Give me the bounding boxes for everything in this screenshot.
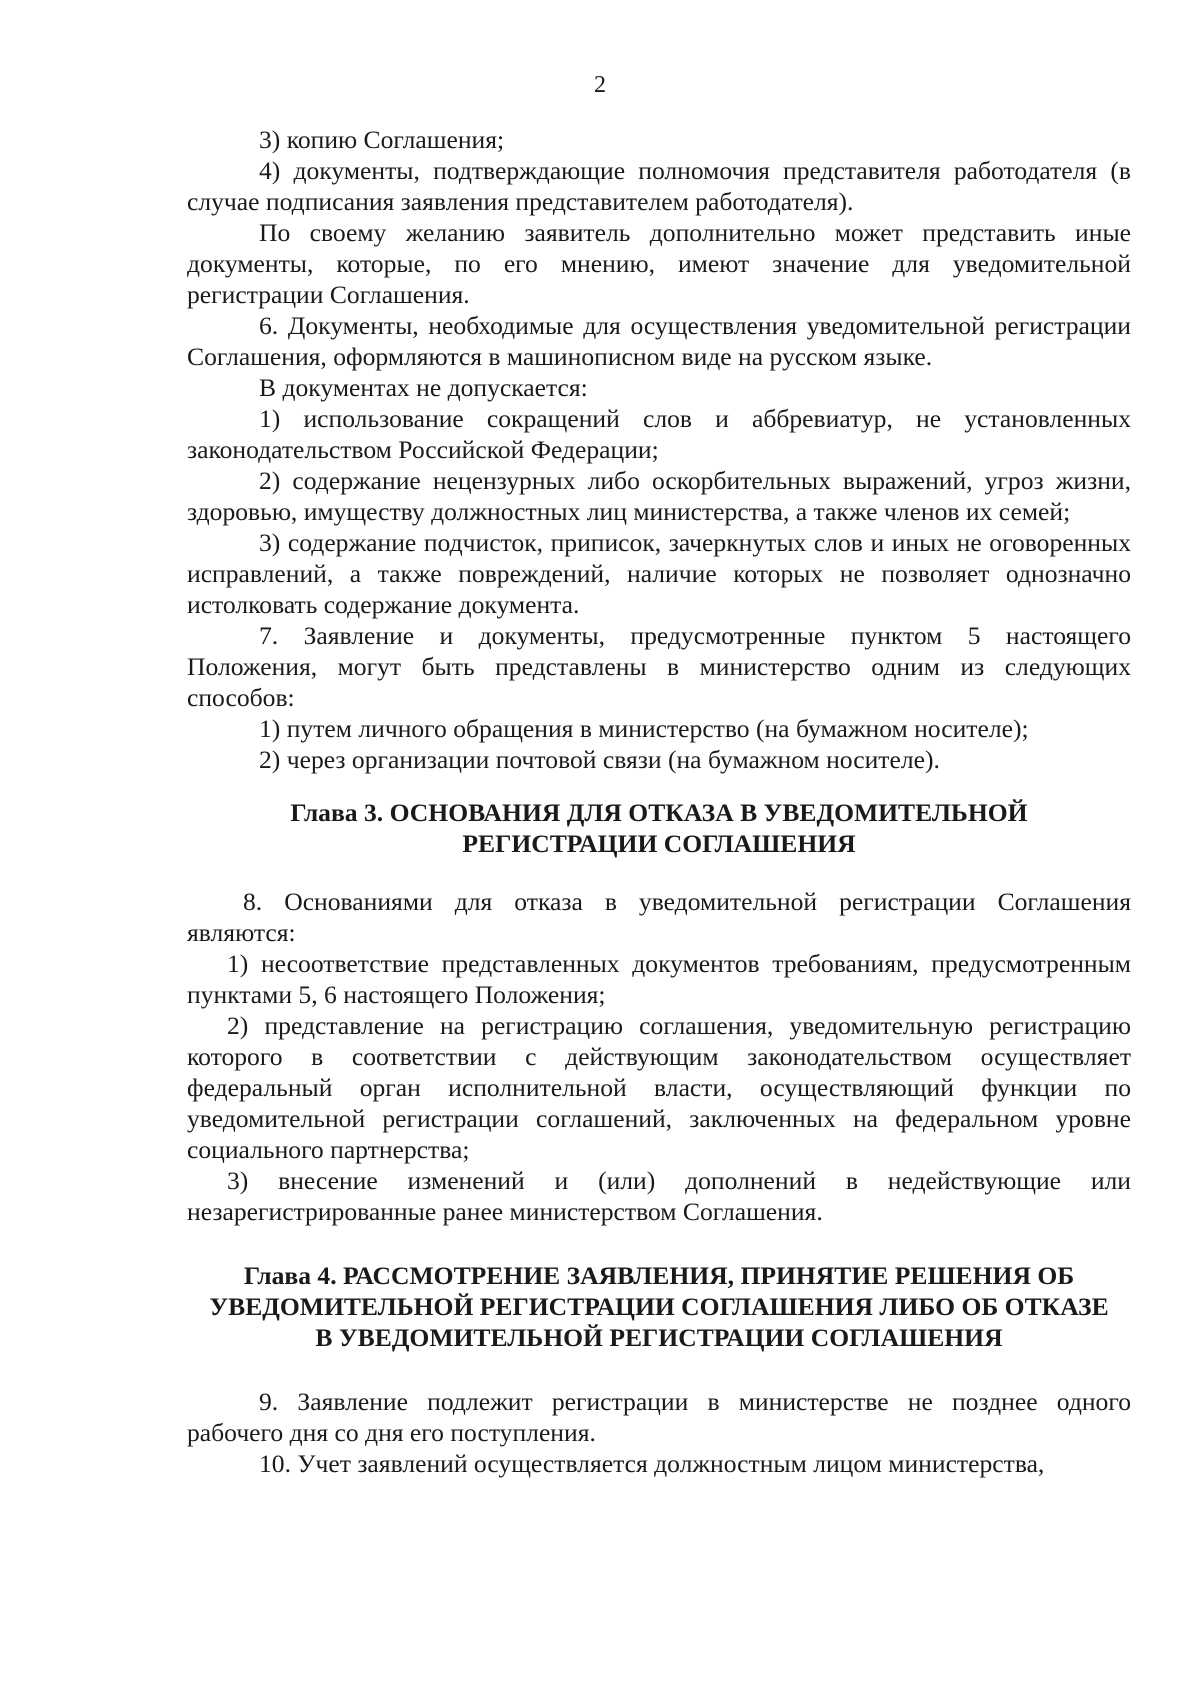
chapter-3-heading-line: Глава 3. ОСНОВАНИЯ ДЛЯ ОТКАЗА В УВЕДОМИТЕЛЬНОЙ — [290, 798, 1028, 827]
paragraph: В документах не допускается: — [259, 373, 588, 402]
chapter-4-heading-line: Глава 4. РАССМОТРЕНИЕ ЗАЯВЛЕНИЯ, ПРИНЯТИЕ РЕШЕНИЯ ОБ — [243, 1261, 1075, 1290]
paragraph: 9. Заявление подлежит регистрации в министерстве не позднее одного рабочего дня со дня его поступления. — [187, 1387, 1131, 1447]
paragraph: 3) копию Соглашения; — [259, 125, 505, 154]
paragraph: 10. Учет заявлений осуществляется должностным лицом министерства, — [259, 1449, 1045, 1478]
paragraph: 7. Заявление и документы, предусмотренные пунктом 5 настоящего Положения, могут быть представлены в министерство одним из следующих способов: — [187, 621, 1131, 712]
paragraph: 2) содержание нецензурных либо оскорбительных выражений, угроз жизни, здоровью, имуществу должностных лиц министерства, а также членов их семей; — [187, 466, 1131, 526]
document-body — [187, 124, 1131, 1479]
paragraph: 6. Документы, необходимые для осуществления уведомительной регистрации Соглашения, оформляются в машинописном виде на русском языке. — [187, 311, 1131, 371]
chapter-4-heading-line: УВЕДОМИТЕЛЬНОЙ РЕГИСТРАЦИИ СОГЛАШЕНИЯ ЛИБО ОБ ОТКАЗЕ — [209, 1292, 1109, 1321]
paragraph: 2) представление на регистрацию соглашения, уведомительную регистрацию которого в соответствии с действующим законодательством осуществляет федеральный орган исполнительной власти, осуществляющий функции по уведомительной регистрации соглашений, заключенных на федеральном уровне социального партнерства; — [187, 1011, 1131, 1164]
chapter-4-heading-line: В УВЕДОМИТЕЛЬНОЙ РЕГИСТРАЦИИ СОГЛАШЕНИЯ — [315, 1323, 1003, 1352]
paragraph: 8. Основаниями для отказа в уведомительной регистрации Соглашения являются: — [187, 887, 1131, 947]
paragraph: 1) путем личного обращения в министерство (на бумажном носителе); — [259, 714, 1029, 743]
chapter-3-heading — [187, 797, 1131, 859]
paragraph: 1) несоответствие представленных документов требованиям, предусмотренным пунктами 5, 6 настоящего Положения; — [187, 949, 1131, 1009]
paragraph: 2) через организации почтовой связи (на бумажном носителе). — [259, 745, 940, 774]
chapter-4-heading — [187, 1260, 1131, 1353]
paragraph: 4) документы, подтверждающие полномочия представителя работодателя (в случае подписания заявления представителем работодателя). — [187, 156, 1131, 216]
page-number: 2 — [594, 72, 606, 98]
chapter-3-heading-line: РЕГИСТРАЦИИ СОГЛАШЕНИЯ — [462, 829, 856, 858]
paragraph: 3) внесение изменений и (или) дополнений в недействующие или незарегистрированные ранее министерством Соглашения. — [187, 1166, 1131, 1226]
paragraph: 1) использование сокращений слов и аббревиатур, не установленных законодательством Российской Федерации; — [187, 404, 1131, 464]
paragraph: По своему желанию заявитель дополнительно может представить иные документы, которые, по его мнению, имеют значение для уведомительной регистрации Соглашения. — [187, 218, 1131, 309]
paragraph: 3) содержание подчисток, приписок, зачеркнутых слов и иных не оговоренных исправлений, а также повреждений, наличие которых не позволяет однозначно истолковать содержание документа. — [187, 528, 1131, 619]
